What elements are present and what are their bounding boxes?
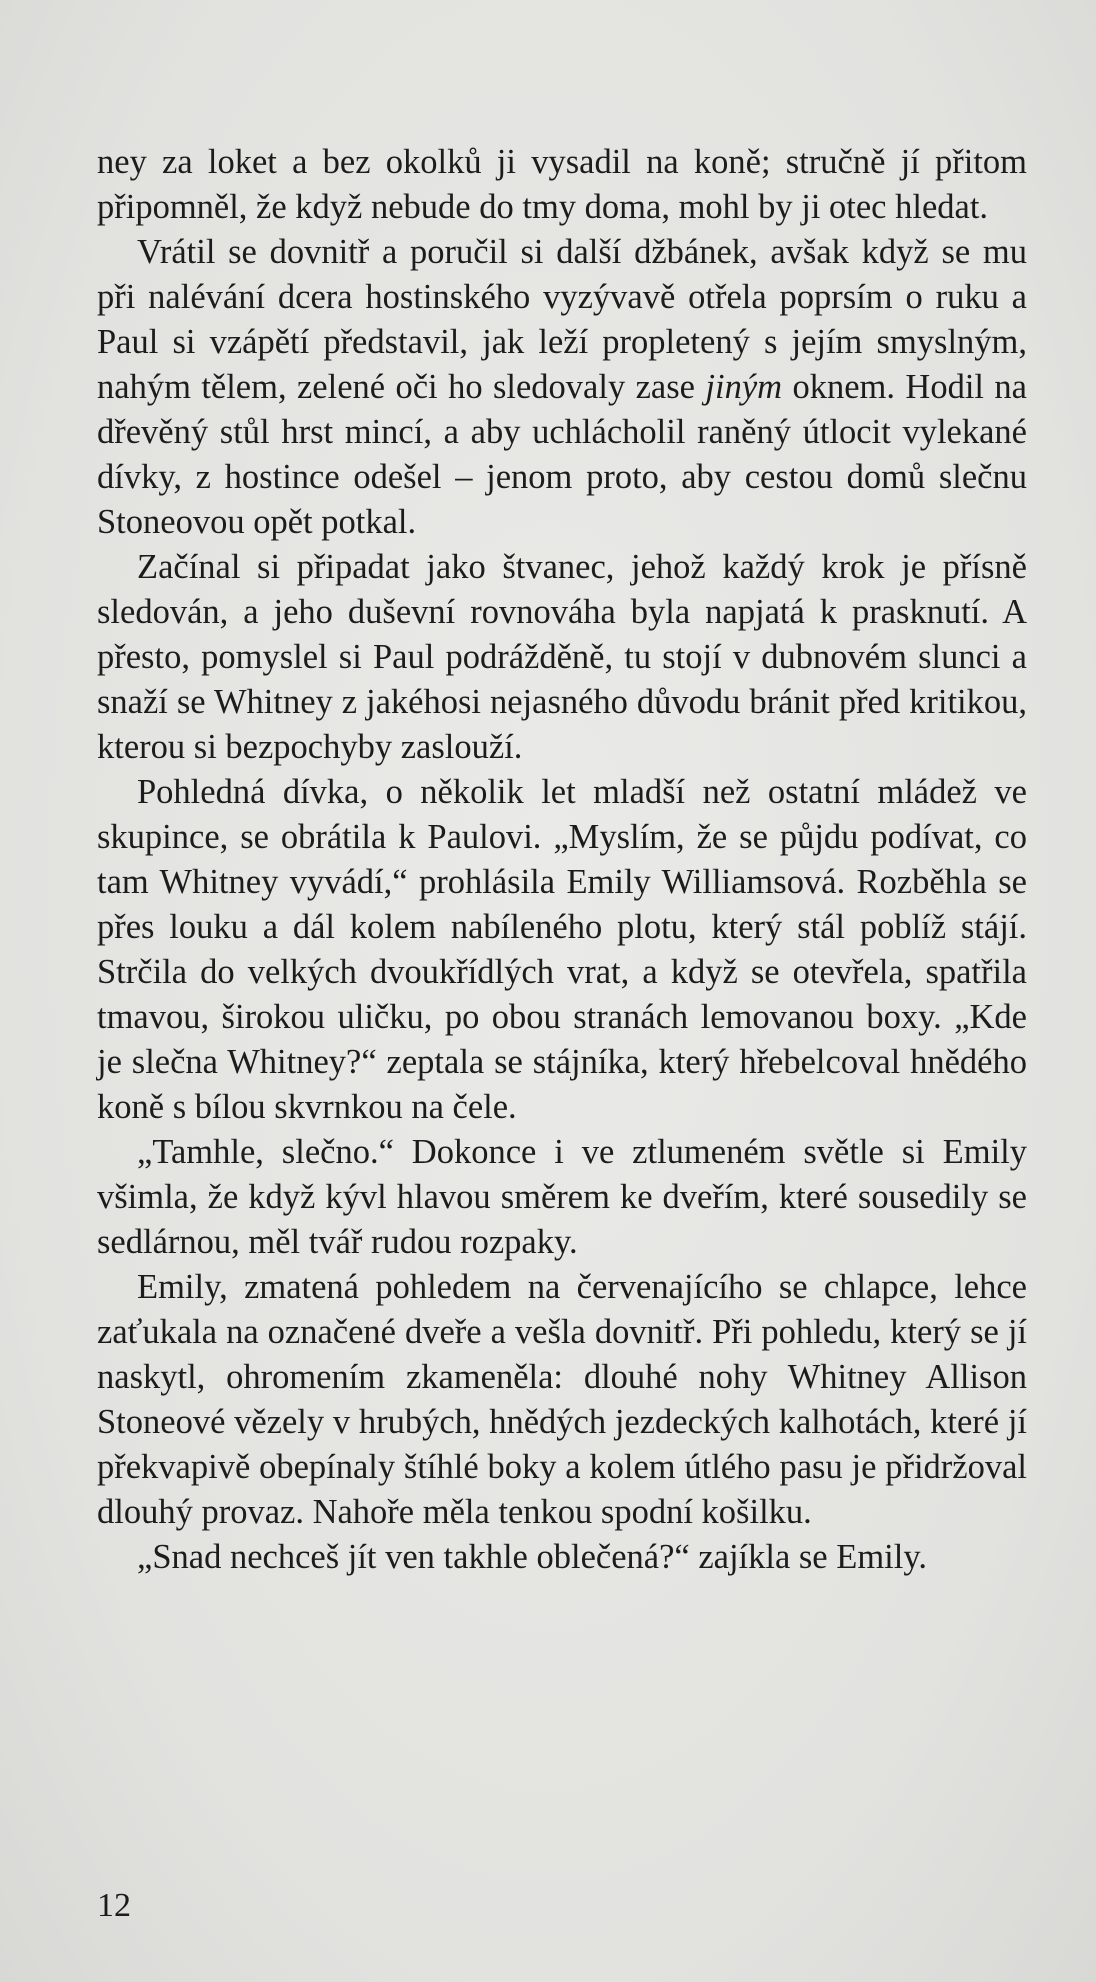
italic-word: jiným	[705, 368, 783, 406]
page-number: 12	[97, 1887, 131, 1924]
paragraph: Začínal si připadat jako štvanec, jehož každý krok je přísně sledován, a jeho duševní rovnováha byla napjatá k prasknutí. A přesto, pomyslel si Paul podrážděně, tu stojí v dubnovém slunci a snaží se Whitney z jakéhosi nejasného důvodu bránit před kritikou, kterou si bezpochyby zaslouží.	[97, 548, 1027, 766]
paragraph: „Tamhle, slečno.“ Dokonce i ve ztlumeném světle si Emily všimla, že když kývl hlavou směrem ke dveřím, které sousedily se sedlárnou, měl tvář rudou rozpaky.	[97, 1133, 1027, 1261]
paragraph: Pohledná dívka, o několik let mladší než ostatní mládež ve skupince, se obrátila k Paulovi. „Myslím, že se půjdu podívat, co tam Whitney vyvádí,“ prohlásila Emily Williamsová. Rozběhla se přes louku a dál kolem nabíleného plotu, který stál poblíž stájí. Strčila do velkých dvoukřídlých vrat, a když se otevřela, spatřila tmavou, širokou uličku, po obou stranách lemovanou boxy. „Kde je slečna Whitney?“ zeptala se stájníka, který hřebelcoval hnědého koně s bílou skvrnkou na čele.	[97, 773, 1027, 1126]
paragraph: Vrátil se dovnitř a poručil si další džbánek, avšak když se mu při nalévání dcera hostinského vyzývavě otřela poprsím o ruku a Paul si vzápětí představil, jak leží propletený s jejím smyslným, nahým tělem, zelené oči ho sledovaly zase jiným oknem. Hodil na dřevěný stůl hrst mincí, a aby uchlácholil raněný útlocit vylekané dívky, z hostince odešel – jenom proto, aby cestou domů slečnu Stoneovou opět potkal.	[97, 233, 1027, 541]
paragraph: ney za loket a bez okolků ji vysadil na koně; stručně jí přitom připomněl, že když nebude do tmy doma, mohl by ji otec hledat.	[97, 143, 1027, 226]
paragraph: Emily, zmatená pohledem na červenajícího se chlapce, lehce zaťukala na označené dveře a vešla dovnitř. Při pohledu, který se jí naskytl, ohromením zkameněla: dlouhé nohy Whitney Allison Stoneové vězely v hrubých, hnědých jezdeckých kalhotách, které jí překvapivě obepínaly štíhlé boky a kolem útlého pasu je přidržoval dlouhý provaz. Nahoře měla tenkou spodní košilku.	[97, 1268, 1027, 1531]
body-text	[97, 140, 1027, 1580]
paragraph: „Snad nechceš jít ven takhle oblečená?“ zajíkla se Emily.	[137, 1538, 927, 1576]
